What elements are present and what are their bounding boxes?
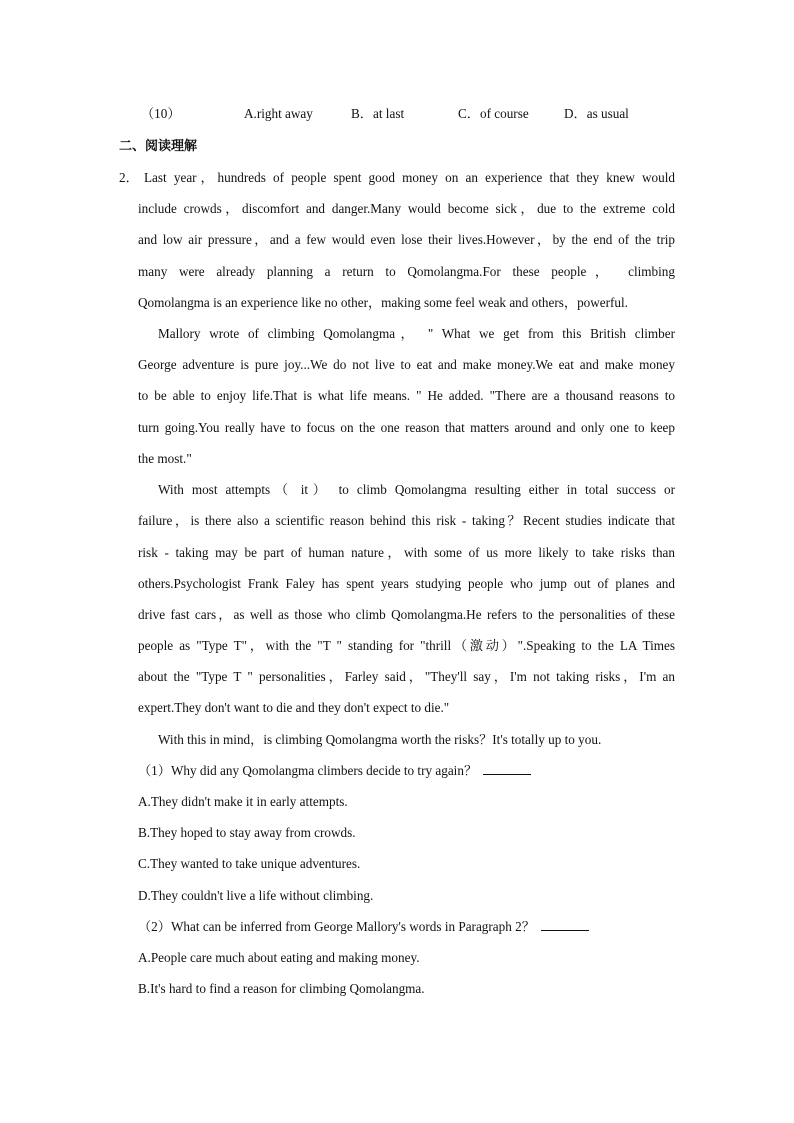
passage-line: George adventure is pure joy...We do not live to eat and make money.We eat and make money (138, 357, 675, 372)
passage-line: With most attempts（ it） to climb Qomolangma resulting either in total success or (158, 482, 675, 497)
passage-line: expert.They don't want to die and they don't expect to die." (138, 700, 450, 715)
passage-line: about the "Type T " personalities，Farley said，"They'll say，I'm not taking risks，I'm an (138, 669, 675, 684)
option-number: （10） (141, 106, 181, 121)
answer-option: A.They didn't make it in early attempts. (138, 794, 348, 809)
passage-line: many were already planning a return to Qomolangma.For these people， climbing (138, 264, 675, 279)
option-c: C．of course (458, 106, 529, 121)
answer-option: B.They hoped to stay away from crowds. (138, 825, 356, 840)
answer-option: C.They wanted to take unique adventures. (138, 856, 361, 871)
passage-line: With this in mind，is climbing Qomolangma worth the risks？It's totally up to you. (158, 732, 602, 747)
passage-line: drive fast cars，as well as those who climb Qomolangma.He refers to the personalities of these (138, 607, 675, 622)
answer-blank[interactable] (541, 919, 589, 931)
sub-question-stem: （1）Why did any Qomolangma climbers decide to try again？ (138, 763, 478, 778)
passage-line: failure，is there also a scientific reason behind this risk - taking？Recent studies indicate that (138, 513, 675, 528)
section-title: 二、阅读理解 (119, 139, 198, 154)
sub-question-stem: （2）What can be inferred from George Mallory's words in Paragraph 2？ (138, 919, 535, 934)
answer-option: A.People care much about eating and making money. (138, 950, 420, 965)
answer-option: B.It's hard to find a reason for climbing Qomolangma. (138, 981, 425, 996)
passage-line: turn going.You really have to focus on the one reason that matters around and only one to keep (138, 420, 675, 435)
passage-line: to be able to enjoy life.That is what life means. " He added. "There are a thousand reasons to (138, 388, 675, 403)
answer-option: D.They couldn't live a life without climbing. (138, 888, 374, 903)
question-number: 2． (119, 170, 139, 185)
passage-line: include crowds，discomfort and danger.Many would become sick，due to the extreme cold (138, 201, 675, 216)
passage-line: people as "Type T"，with the "T " standing for "thrill（激动）".Speaking to the LA Times (138, 638, 675, 653)
answer-blank[interactable] (483, 763, 531, 775)
passage-line: others.Psychologist Frank Faley has spent years studying people who jump out of planes and (138, 576, 675, 591)
sub-question-2 (138, 917, 675, 937)
passage-line: risk - taking may be part of human nature，with some of us more likely to take risks than (138, 545, 675, 560)
passage-line: and low air pressure，and a few would even lose their lives.However，by the end of the trip (138, 232, 675, 247)
passage-line: Last year，hundreds of people spent good money on an experience that they knew would (144, 170, 675, 185)
passage-line: the most." (138, 451, 192, 466)
sub-question-1 (138, 761, 675, 781)
previous-question-options (0, 104, 794, 124)
option-b: B．at last (351, 106, 405, 121)
option-a: A.right away (244, 106, 313, 121)
passage-line: Qomolangma is an experience like no other，making some feel weak and others，powerful. (138, 295, 628, 310)
passage-line: Mallory wrote of climbing Qomolangma， " What we get from this British climber (158, 326, 675, 341)
option-d: D．as usual (564, 106, 629, 121)
